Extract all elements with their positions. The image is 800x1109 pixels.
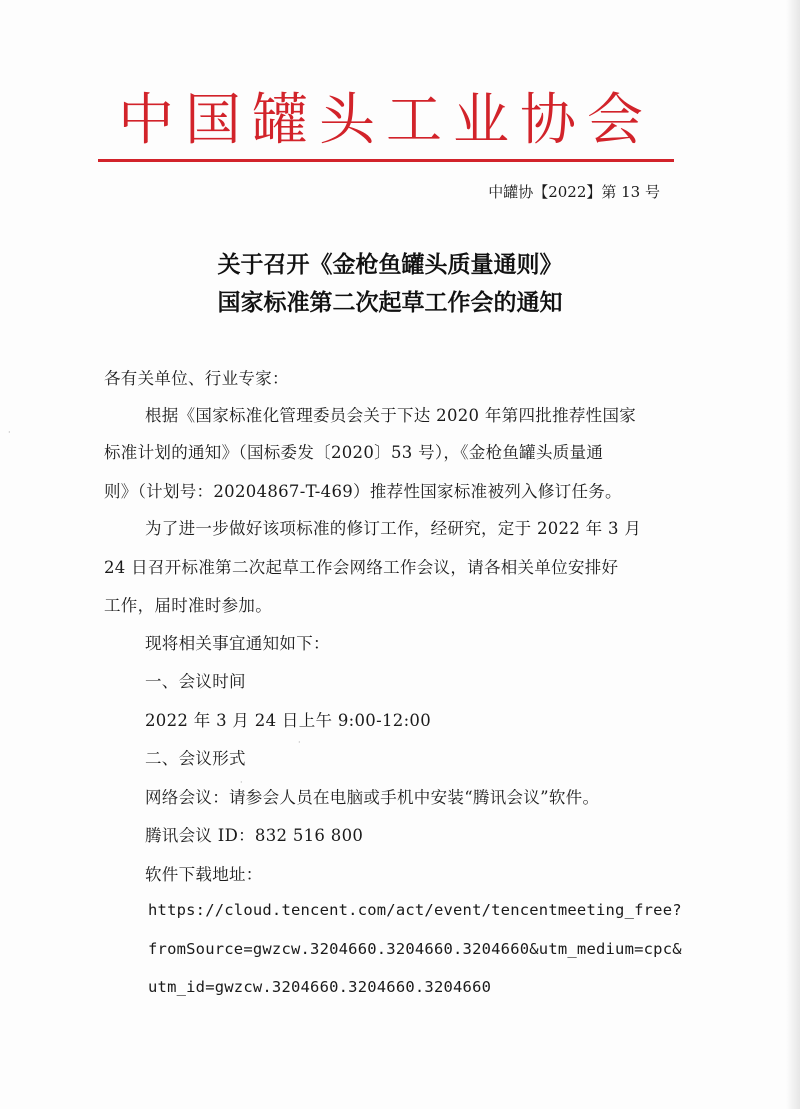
letterhead-red-rule bbox=[98, 159, 674, 162]
download-url-line-2: fromSource=gwzcw.3204660.3204660.3204660&utm_medium=cpc& bbox=[148, 940, 682, 958]
scan-edge-shadow bbox=[786, 0, 800, 1109]
notice-title-line-1: 关于召开《金枪鱼罐头质量通则》 bbox=[217, 252, 563, 278]
download-url-line-3: utm_id=gwzcw.3204660.3204660.3204660 bbox=[148, 978, 492, 996]
scan-speck: · bbox=[8, 428, 11, 437]
paragraph-2-line-2: 24 日召开标准第二次起草工作会网络工作会议，请各相关单位安排好 bbox=[104, 558, 619, 577]
letterhead-org-name: 中国罐头工业协会 bbox=[118, 88, 654, 153]
online-meeting-instruction: 网络会议：请参会人员在电脑或手机中安装“腾讯会议”软件。 bbox=[145, 788, 600, 807]
scan-speck: · bbox=[298, 738, 301, 747]
notice-title-line-2: 国家标准第二次起草工作会的通知 bbox=[217, 290, 563, 316]
section-1-heading: 一、会议时间 bbox=[145, 672, 246, 691]
tencent-meeting-id: 腾讯会议 ID：832 516 800 bbox=[145, 826, 364, 845]
download-url-line-1: https://cloud.tencent.com/act/event/tencentmeeting_free? bbox=[148, 901, 682, 919]
section-2-heading: 二、会议形式 bbox=[145, 749, 246, 768]
paragraph-2-line-3: 工作，届时准时参加。 bbox=[104, 596, 272, 615]
meeting-time: 2022 年 3 月 24 日上午 9:00-12:00 bbox=[145, 711, 432, 730]
salutation: 各有关单位、行业专家： bbox=[104, 369, 289, 388]
document-number: 中罐协【2022】第 13 号 bbox=[488, 183, 660, 201]
paragraph-1-line-2: 标准计划的通知》（国标委发〔2020〕53 号），《金枪鱼罐头质量通 bbox=[104, 443, 604, 462]
paragraph-2-line-1: 为了进一步做好该项标准的修订工作，经研究，定于 2022 年 3 月 bbox=[145, 519, 642, 538]
intro-line: 现将相关事宜通知如下： bbox=[145, 634, 330, 653]
paragraph-1-line-1: 根据《国家标准化管理委员会关于下达 2020 年第四批推荐性国家 bbox=[145, 406, 637, 425]
download-label: 软件下载地址： bbox=[145, 865, 263, 884]
paragraph-1-line-3: 则》（计划号：20204867-T-469）推荐性国家标准被列入修订任务。 bbox=[104, 482, 622, 501]
scan-speck: · bbox=[240, 778, 243, 787]
